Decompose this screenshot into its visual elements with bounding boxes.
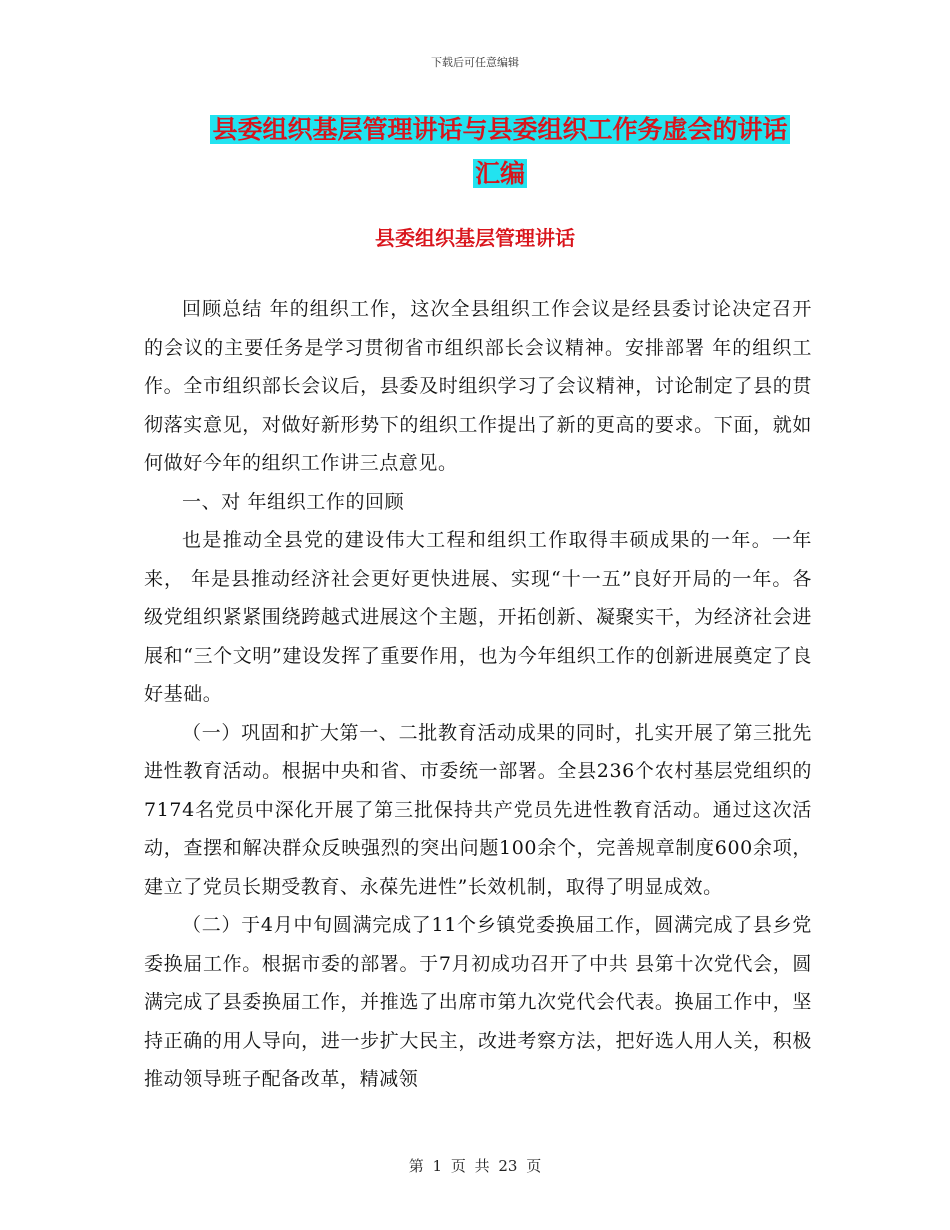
document-title bbox=[150, 108, 850, 196]
body-paragraph: （二）于4月中旬圆满完成了11个乡镇党委换届工作，圆满完成了县乡党委换届工作。根据市委的部署。于7月初成功召开了中共 县第十次党代会，圆满完成了县委换届工作，并推选了出席市第九次党代会代表。换届工作中，坚持正确的用人导向，进一步扩大民主，改进考察方法，把好选人用人关，积极推动领导班子配备改革，精减领 bbox=[144, 914, 812, 1090]
document-body bbox=[144, 290, 812, 1099]
document-title-line-1: 县委组织基层管理讲话与县委组织工作务虚会的讲话 bbox=[212, 115, 788, 144]
body-paragraph: 回顾总结 年的组织工作，这次全县组织工作会议是经县委讨论决定召开的会议的主要任务是学习贯彻省市组织部长会议精神。安排部署 年的组织工作。全市组织部长会议后，县委及时组织学习了会议精神，讨论制定了县的贯彻落实意见，对做好新形势下的组织工作提出了新的更高的要求。下面，就如何做好今年的组织工作讲三点意见。 bbox=[144, 298, 812, 474]
section-title: 县委组织基层管理讲话 bbox=[375, 226, 575, 250]
header-note: 下载后可任意编辑 bbox=[431, 56, 519, 69]
body-paragraph: 也是推动全县党的建设伟大工程和组织工作取得丰硕成果的一年。一年来， 年是县推动经济社会更好更快进展、实现“十一五”良好开局的一年。各级党组织紧紧围绕跨越式进展这个主题，开拓创新、凝聚实干，为经济社会进展和“三个文明”建设发挥了重要作用，也为今年组织工作的创新进展奠定了良好基础。 bbox=[144, 529, 812, 705]
document-title-line-2: 汇编 bbox=[474, 159, 525, 188]
page-footer: 第 1 页 共 23 页 bbox=[408, 1157, 542, 1175]
body-paragraph: （一）巩固和扩大第一、二批教育活动成果的同时，扎实开展了第三批先进性教育活动。根据中央和省、市委统一部署。全县236个农村基层党组织的7174名党员中深化开展了第三批保持共产党员先进性教育活动。通过这次活动，查摆和解决群众反映强烈的突出问题100余个，完善规章制度600余项，建立了党员长期受教育、永葆先进性”长效机制，取得了明显成效。 bbox=[144, 721, 812, 898]
body-heading: 一、对 年组织工作的回顾 bbox=[182, 490, 405, 513]
